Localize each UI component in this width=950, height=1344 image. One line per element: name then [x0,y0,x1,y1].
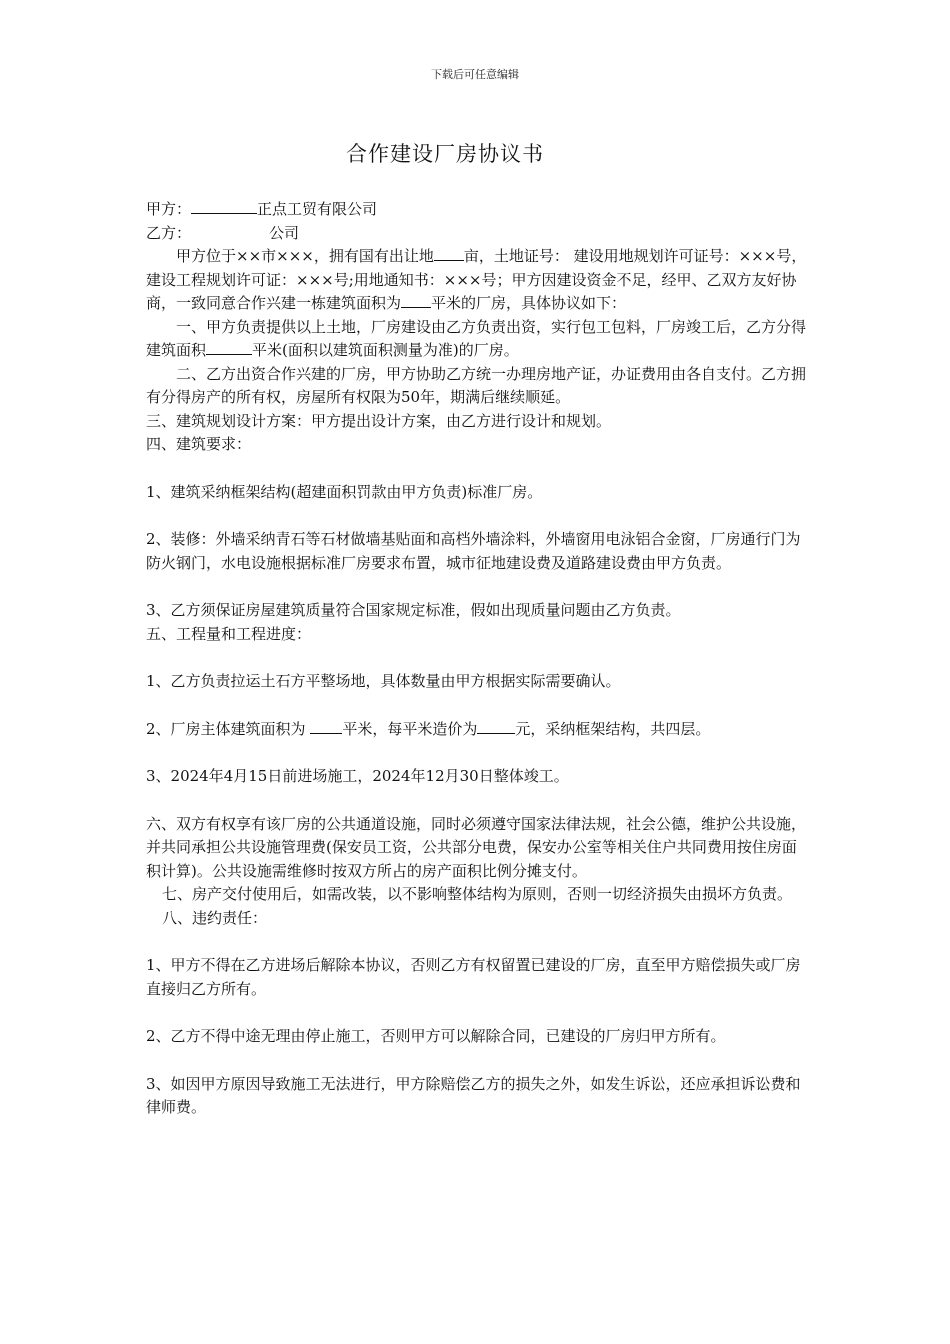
land-area-blank [434,246,464,261]
document-title: 合作建设厂房协议书 [346,142,544,166]
clause-6: 六、双方有权享有该厂房的公共通道设施，同时必须遵守国家法律法规，社会公德，维护公共设施，并共同承担公共设施管理费(保安员工资，公共部分电费，保安办公室等相关住户共同费用按住房面积计算)。公共设施需维修时按双方所占的房产面积比例分摊支付。 [146,814,807,880]
clause-2: 二、乙方出资合作兴建的厂房，甲方协助乙方统一办理房地产证，办证费用由各自支付。乙方拥有分得房产的所有权，房屋所有权限为50年，期满后继续顺延。 [146,364,807,406]
clause-8-item-2: 2、乙方不得中途无理由停止施工，否则甲方可以解除合同，已建设的厂房归甲方所有。 [146,1027,726,1045]
party-a-label: 甲方： [146,200,192,218]
clause-7: 七、房产交付使用后，如需改装，以不影响整体结构为原则，否则一切经济损失由损坏方负责。 [162,885,793,903]
party-a-name: 正点工贸有限公司 [257,200,378,218]
clause-1 [146,316,810,363]
clause-4-heading: 四、建筑要求： [146,435,252,453]
clause-5-item-2-text-3: 元，采纳框架结构，共四层。 [515,719,711,738]
clause-8-item-3: 3、如因甲方原因导致施工无法进行，甲方除赔偿乙方的损失之外，如发生诉讼，还应承担诉讼费和律师费。 [146,1074,801,1116]
party-b-line [146,222,810,246]
unit-price-blank [477,719,515,734]
share-area-blank [206,340,252,355]
clause-5-item-2 [146,718,810,742]
clause-4-item-1: 1、建筑采纳框架结构(超建面积罚款由甲方负责)标准厂房。 [146,482,543,501]
clause-4-item-2: 2、装修：外墙采纳青石等石材做墙基贴面和高档外墙涂料，外墙窗用电泳铝合金窗，厂房通行门为防火钢门，水电设施根据标准厂房要求布置，城市征地建设费及道路建设费由甲方负责。 [146,530,801,572]
header-note: 下载后可任意编辑 [431,68,519,81]
agreement-body [146,198,810,1120]
intro-text-1: 甲方位于××市×××，拥有国有出让地 [176,247,434,265]
clause-3: 三、建筑规划设计方案：甲方提出设计方案，由乙方进行设计和规划。 [146,411,612,430]
clause-5-item-3: 3、2024年4月15日前进场施工，2024年12月30日整体竣工。 [146,767,569,785]
clause-5-item-1: 1、乙方负责拉运土石方平整场地，具体数量由甲方根据实际需要确认。 [146,672,621,690]
clause-5-item-2-text-2: 平米，每平米造价为 [342,719,478,738]
party-b-label: 乙方： [146,223,192,242]
intro-paragraph [146,245,810,316]
party-b-name: 公司 [269,223,300,242]
clause-1-text-1: 一、甲方负责提供以上土地，厂房建设由乙方负责出资，实行包工包料，厂房竣工后，乙方分得建筑面积 [146,317,807,359]
party-a-line [146,198,810,222]
clause-4-item-3: 3、乙方须保证房屋建筑质量符合国家规定标准，假如出现质量问题由乙方负责。 [146,601,681,619]
clause-8-item-1: 1、甲方不得在乙方进场后解除本协议，否则乙方有权留置已建设的厂房，直至甲方赔偿损失或厂房直接归乙方所有。 [146,956,801,998]
clause-1-text-2: 平米(面积以建筑面积测量为准)的厂房。 [252,341,519,359]
intro-text-2: 亩，土地证号： 建设用地规划许可证号：×××号，建设工程规划许可证：×××号;用地通知书：×××号；甲方因建设资金不足，经甲、乙双方友好协商，一致同意合作兴建一栋建筑面积为 [146,247,807,312]
party-a-blank [191,199,257,214]
clause-8-heading: 八、违约责任： [162,908,268,927]
building-area-blank [401,293,431,308]
clause-5-item-2-text-1: 2、厂房主体建筑面积为 [146,719,311,738]
main-area-blank [310,719,342,734]
clause-5-heading: 五、工程量和工程进度： [146,624,312,643]
intro-text-3: 平米的厂房，具体协议如下： [431,294,627,312]
